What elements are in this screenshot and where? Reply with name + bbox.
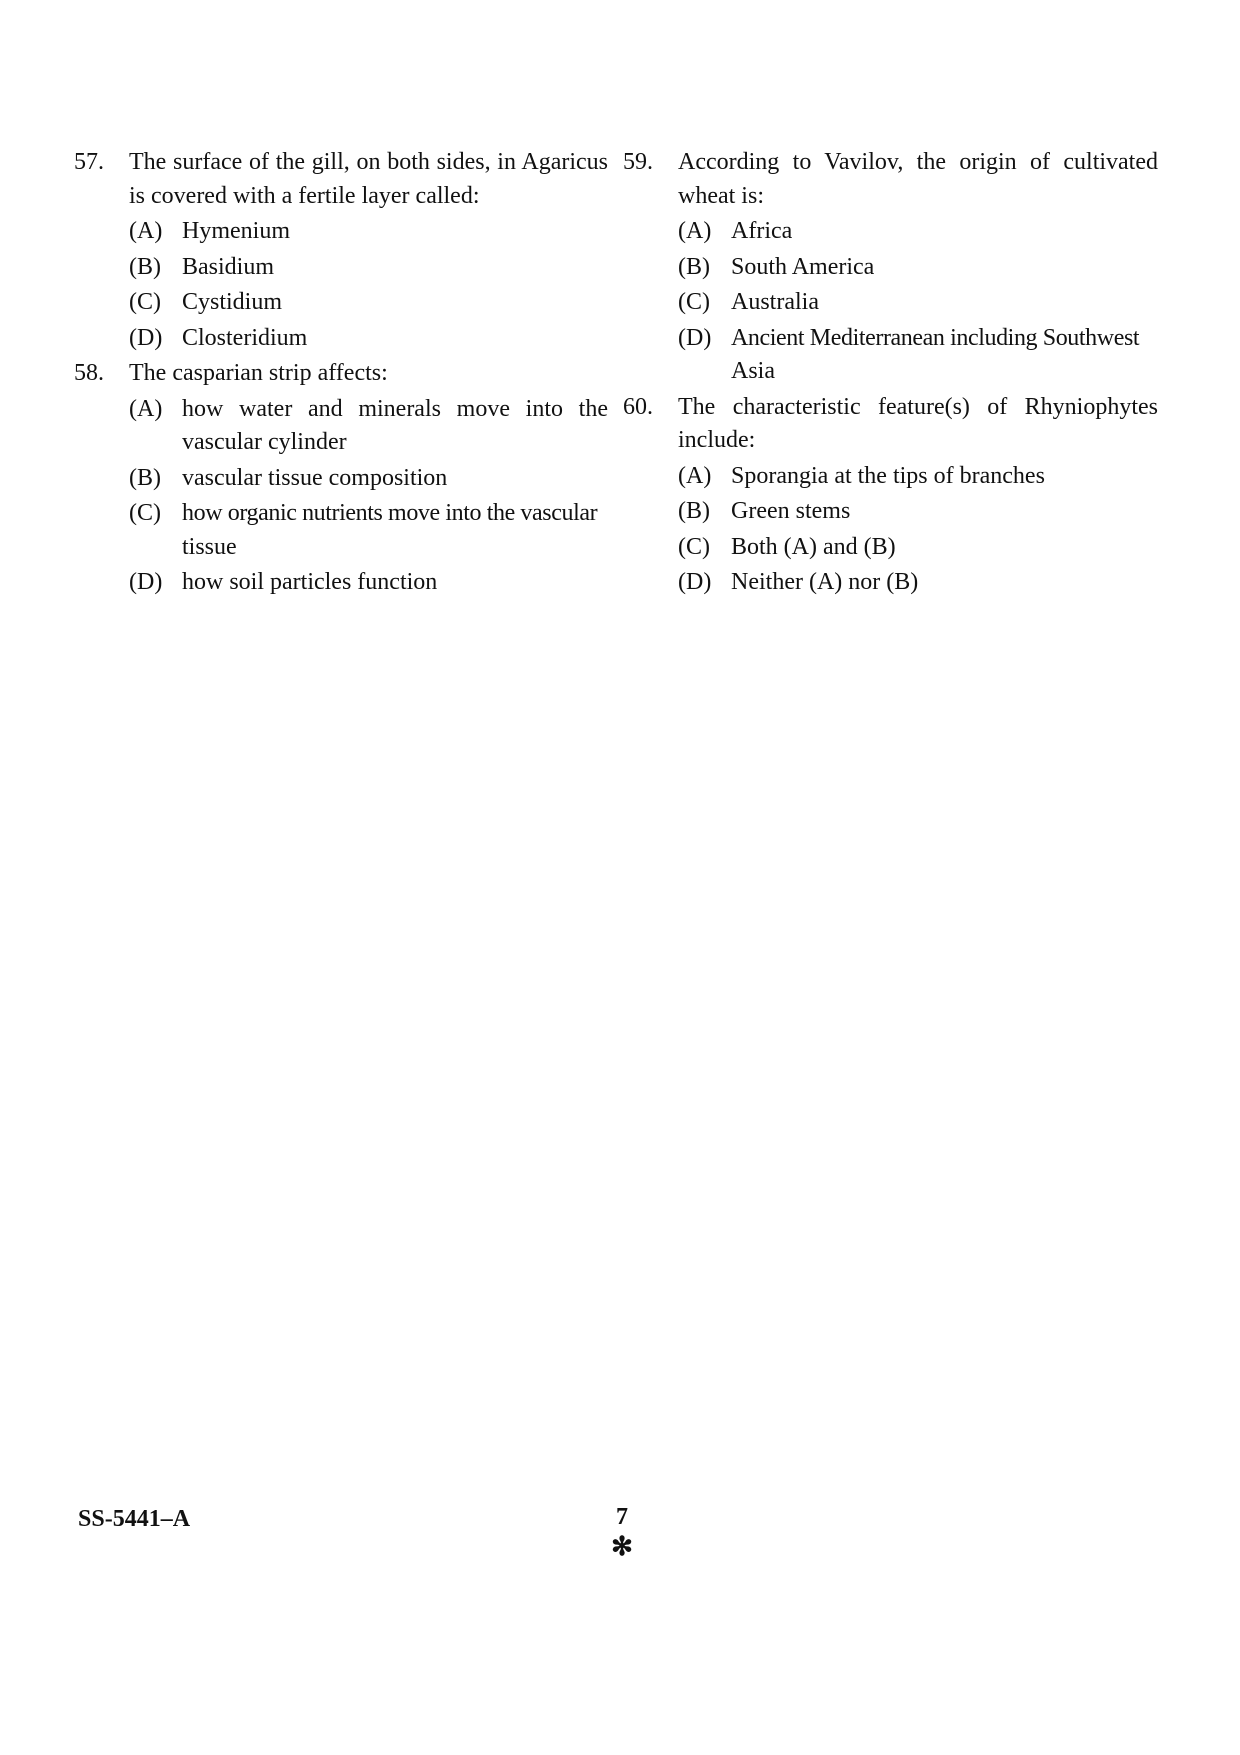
question-number: 59.: [623, 149, 653, 175]
option-label: (B): [129, 464, 161, 491]
option-text-line: Ancient Mediterranean including Southwest: [731, 324, 1140, 351]
option-text: Africa: [731, 218, 793, 244]
option-a: [129, 393, 608, 460]
question-text-line: wheat is:: [678, 182, 764, 209]
question-number: 60.: [623, 393, 653, 420]
option-b: [129, 251, 608, 285]
option-label: (D): [129, 324, 163, 351]
option-label: (A): [129, 218, 163, 244]
option-label: (C): [678, 533, 710, 560]
option-text: vascular tissue composition: [182, 464, 448, 491]
question-58: [74, 357, 608, 600]
question-text: [678, 391, 1158, 458]
question-text-line: is covered with a fertile layer called:: [129, 182, 480, 209]
option-b: [678, 251, 1158, 285]
right-column: [623, 146, 1158, 602]
option-c: [129, 286, 608, 320]
option-text: how soil particles function: [182, 569, 438, 595]
option-text: Hymenium: [182, 218, 290, 244]
option-text-line: how water and minerals move into the: [182, 395, 608, 422]
option-label: (D): [129, 569, 163, 595]
question-text-line: According to Vavilov, the origin of cultivated: [678, 149, 1158, 175]
option-text: Closteridium: [182, 324, 308, 351]
option-text-line: vascular cylinder: [182, 429, 347, 455]
option-text-line: Asia: [731, 358, 775, 384]
question-text-line: include:: [678, 427, 756, 453]
option-text: South America: [731, 253, 875, 280]
option-label: (A): [678, 218, 712, 244]
option-label: (D): [678, 324, 712, 351]
option-c: [129, 497, 608, 564]
option-d: [678, 322, 1158, 389]
option-d: [129, 322, 608, 356]
option-label: (B): [129, 253, 161, 280]
option-label: (B): [678, 498, 710, 524]
option-label: (C): [129, 289, 161, 315]
option-c: [678, 531, 1158, 565]
question-60: [623, 391, 1158, 600]
option-text-line: how organic nutrients move into the vascular: [182, 500, 598, 526]
option-label: (A): [129, 395, 163, 422]
asterisk-icon: ✻: [611, 1532, 633, 1561]
question-text-line: The casparian strip affects:: [129, 360, 388, 386]
question-number: 58.: [74, 360, 104, 386]
option-label: (C): [678, 289, 710, 315]
option-label: (A): [678, 462, 712, 489]
option-text-line: tissue: [182, 533, 237, 560]
option-label: (D): [678, 569, 712, 595]
option-a: [678, 215, 1158, 249]
option-d: [678, 566, 1158, 600]
question-59: [623, 146, 1158, 389]
option-a: [129, 215, 608, 249]
left-column: [74, 146, 608, 602]
option-d: [129, 566, 608, 600]
option-text: Cystidium: [182, 289, 283, 315]
question-text: [129, 146, 608, 213]
option-a: [678, 460, 1158, 494]
question-number: 57.: [74, 149, 104, 175]
option-label: (C): [129, 500, 161, 526]
option-b: [129, 462, 608, 496]
option-b: [678, 495, 1158, 529]
option-text: Basidium: [182, 253, 275, 280]
option-label: (B): [678, 253, 710, 280]
question-57: [74, 146, 608, 355]
question-text-line: The characteristic feature(s) of Rhyniophytes: [678, 393, 1158, 420]
option-text: Australia: [731, 289, 819, 315]
paper-code: SS-5441–A: [78, 1506, 191, 1532]
question-text-line: The surface of the gill, on both sides, in Agaricus: [129, 149, 608, 175]
question-text: [678, 146, 1158, 213]
option-text: Sporangia at the tips of branches: [731, 462, 1045, 489]
option-text: Neither (A) nor (B): [731, 569, 919, 595]
option-text: Green stems: [731, 498, 851, 524]
option-c: [678, 286, 1158, 320]
page-number: 7: [616, 1504, 628, 1530]
option-text: Both (A) and (B): [731, 533, 896, 560]
question-text: [129, 357, 608, 391]
